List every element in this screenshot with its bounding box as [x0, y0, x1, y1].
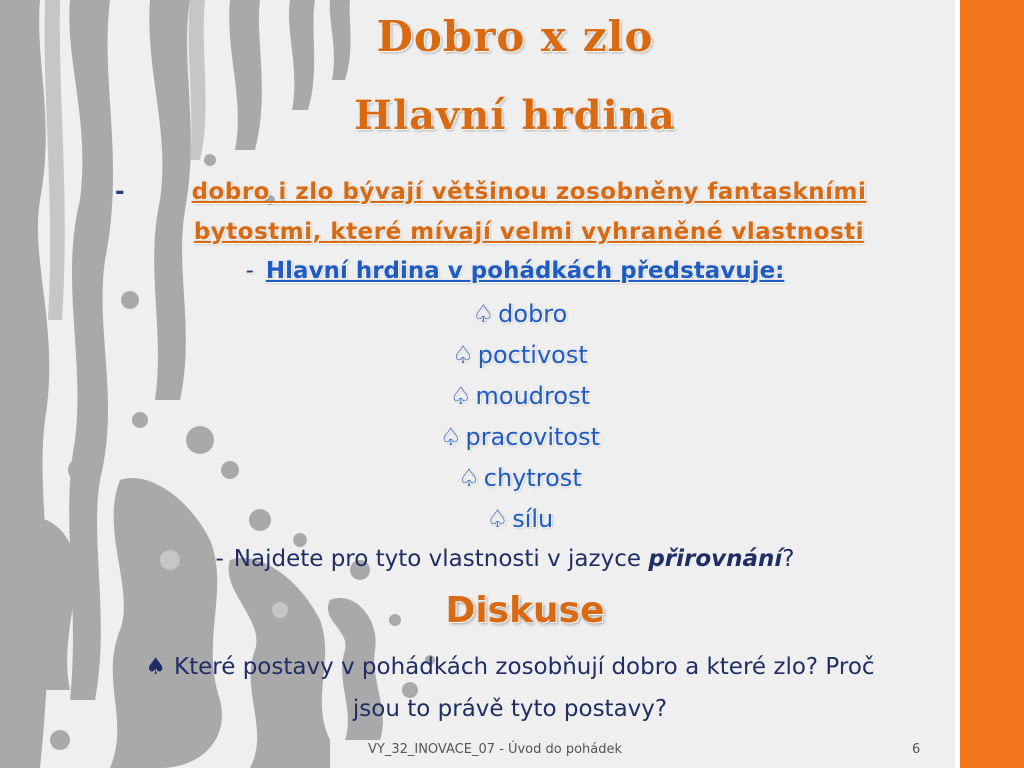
slide-title: Dobro x zlo	[376, 12, 654, 61]
question-bullet	[0, 546, 1010, 572]
spade-outline-icon: ♤	[472, 300, 495, 328]
quality-label: chytrost	[483, 464, 582, 492]
quality-item	[0, 341, 1024, 369]
intro-bullet	[115, 172, 905, 252]
discussion-question	[130, 646, 890, 730]
spade-outline-icon: ♤	[452, 341, 474, 369]
spade-icon: ♠	[145, 654, 167, 680]
quality-label: dobro	[498, 300, 568, 328]
hero-heading-text: Hlavní hrdina v pohádkách představuje:	[265, 258, 785, 284]
page-number: 6	[912, 742, 921, 757]
quality-label: poctivost	[477, 341, 588, 369]
bullet-dash: -	[115, 179, 125, 205]
quality-label: sílu	[512, 505, 554, 533]
question-emphasis: přirovnání	[648, 546, 783, 572]
question-mark: ?	[782, 546, 795, 572]
spade-outline-icon: ♤	[450, 382, 472, 410]
quality-label: pracovitost	[465, 423, 601, 451]
quality-label: moudrost	[475, 382, 590, 410]
quality-item	[0, 300, 1024, 328]
quality-item	[0, 382, 1024, 410]
footer-text: VY_32_INOVACE_07 - Úvod do pohádek	[367, 742, 623, 757]
discussion-title: Diskuse	[445, 590, 605, 631]
spade-outline-icon: ♤	[486, 505, 509, 533]
quality-item	[0, 423, 1024, 451]
bullet-dash: -	[215, 546, 224, 572]
spade-outline-icon: ♤	[439, 423, 462, 451]
bullet-dash: -	[245, 258, 254, 284]
discussion-question-text: Které postavy v pohádkách zosobňují dobro a které zlo? Proč jsou to právě tyto postavy?	[174, 654, 875, 722]
hero-heading	[0, 258, 1024, 284]
quality-item	[0, 505, 1024, 533]
intro-bullet-text: dobro i zlo bývají většinou zosobněny fantaskními bytostmi, které mívají velmi vyhraněné vlastnosti	[191, 179, 867, 245]
question-text: Najdete pro tyto vlastnosti v jazyce	[233, 546, 649, 572]
slide-subtitle: Hlavní hrdina	[354, 92, 676, 139]
spade-outline-icon: ♤	[458, 464, 480, 492]
quality-item	[0, 464, 1024, 492]
